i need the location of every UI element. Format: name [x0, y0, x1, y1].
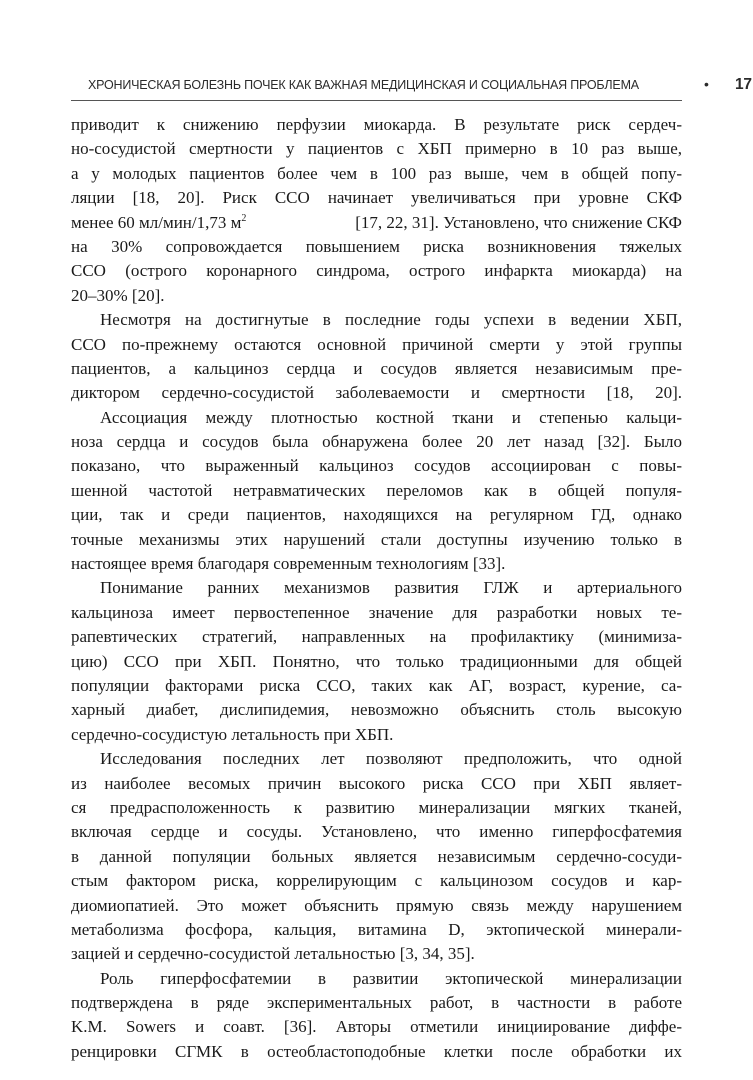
text-line: показано, что выраженный кальциноз сосудов ассоциирован с повы- — [71, 456, 682, 476]
text-line: из наиболее весомых причин высокого риска ССО при ХБП являет- — [71, 773, 682, 793]
text-line: в данной популяции больных является независимым сердечно-сосуди- — [71, 846, 682, 866]
paragraph-3 — [71, 406, 682, 577]
text-line: Исследования последних лет позволяют предположить, что одной — [100, 749, 682, 769]
paragraph-5 — [71, 747, 682, 967]
header-rule — [71, 100, 682, 101]
paragraph-4 — [71, 576, 682, 747]
text-line: харный диабет, дислипидемия, невозможно объяснить столь высокую — [71, 700, 682, 720]
text-line: 20–30% [20]. — [71, 285, 165, 305]
text-fragment: [17, 22, 31]. Установлено, что снижение СКФ — [355, 212, 682, 232]
text-fragment-main: менее 60 мл/мин/1,73 м — [71, 212, 242, 232]
text-line: Ассоциация между плотностью костной ткани и степенью кальци- — [100, 407, 682, 427]
text-line: K.M. Sowers и соавт. [36]. Авторы отметили инициирование диффе- — [71, 1017, 682, 1037]
text-line: ции, так и среди пациентов, находящихся на регулярном ГД, однако — [71, 505, 682, 525]
text-line: диомиопатией. Это может объяснить прямую связь между нарушением — [71, 895, 682, 915]
paragraph-2 — [71, 308, 682, 406]
text-line: Роль гиперфосфатемии в развитии эктопической минерализации — [100, 968, 682, 988]
text-line: подтверждена в ряде экспериментальных работ, в частности в работе — [71, 993, 682, 1013]
text-fragment — [71, 211, 246, 235]
text-line: ССО (острого коронарного синдрома, острого инфаркта миокарда) на — [71, 261, 682, 281]
text-line: точные механизмы этих нарушений стали доступны изучению только в — [71, 529, 682, 549]
text-line: но-сосудистой смертности у пациентов с ХБП примерно в 10 раз выше, — [71, 139, 682, 159]
text-line: ССО по-прежнему остаются основной причиной смерти у этой группы — [71, 334, 682, 354]
text-line: рапевтических стратегий, направленных на профилактику (минимиза- — [71, 627, 682, 647]
paragraph-1 — [71, 113, 682, 308]
text-line: ноза сердца и сосудов была обнаружена более 20 лет назад [32]. Было — [71, 432, 682, 452]
text-line: пациентов, а кальциноз сердца и сосудов является независимым пре- — [71, 358, 682, 378]
running-header-title: ХРОНИЧЕСКАЯ БОЛЕЗНЬ ПОЧЕК КАК ВАЖНАЯ МЕДИЦИНСКАЯ И СОЦИАЛЬНАЯ ПРОБЛЕМА — [88, 78, 639, 92]
text-line: а у молодых пациентов более чем в 100 раз выше, чем в общей попу- — [71, 163, 682, 183]
text-line: ся предрасположенность к развитию минерализации мягких тканей, — [71, 797, 682, 817]
text-line: ренцировки СГМК в остеобластоподобные клетки после обработки их — [71, 1041, 682, 1061]
text-line: зацией и сердечно-сосудистой летальностью [3, 34, 35]. — [71, 944, 475, 964]
text-line-with-superscript — [71, 211, 682, 235]
text-line: ляции [18, 20]. Риск ССО начинает увеличиваться при уровне СКФ — [71, 188, 682, 208]
text-line: приводит к снижению перфузии миокарда. В результате риск сердеч- — [71, 115, 682, 134]
text-line: включая сердце и сосуды. Установлено, что именно гиперфосфатемия — [71, 822, 682, 842]
header-bullet: • — [704, 76, 709, 92]
text-line: шенной частотой нетравматических переломов как в общей популя- — [71, 480, 682, 500]
text-line: популяции факторами риска ССО, таких как АГ, возраст, курение, са- — [71, 675, 682, 695]
body-text — [71, 113, 682, 1064]
running-header — [71, 76, 752, 98]
text-line: Понимание ранних механизмов развития ГЛЖ и артериального — [100, 578, 682, 598]
superscript: 2 — [241, 212, 247, 224]
paragraph-6 — [71, 967, 682, 1065]
text-line: настоящее время благодаря современным технологиям [33]. — [71, 554, 506, 574]
text-line: метаболизма фосфора, кальция, витамина D, эктопической минерали- — [71, 919, 682, 939]
text-line: стым фактором риска, коррелирующим с кальцинозом сосудов и кар- — [71, 871, 682, 891]
text-line: кальциноза имеет первостепенное значение для разработки новых те- — [71, 602, 682, 622]
text-line: сердечно-сосудистую летальность при ХБП. — [71, 724, 394, 744]
text-line: цию) ССО при ХБП. Понятно, что только традиционными для общей — [71, 651, 682, 671]
page-number: 17 — [735, 76, 752, 93]
text-line: диктором сердечно-сосудистой заболеваемости и смертности [18, 20]. — [71, 383, 682, 403]
text-line: на 30% сопровождается повышением риска возникновения тяжелых — [71, 236, 682, 256]
text-line: Несмотря на достигнутые в последние годы успехи в ведении ХБП, — [100, 310, 682, 330]
